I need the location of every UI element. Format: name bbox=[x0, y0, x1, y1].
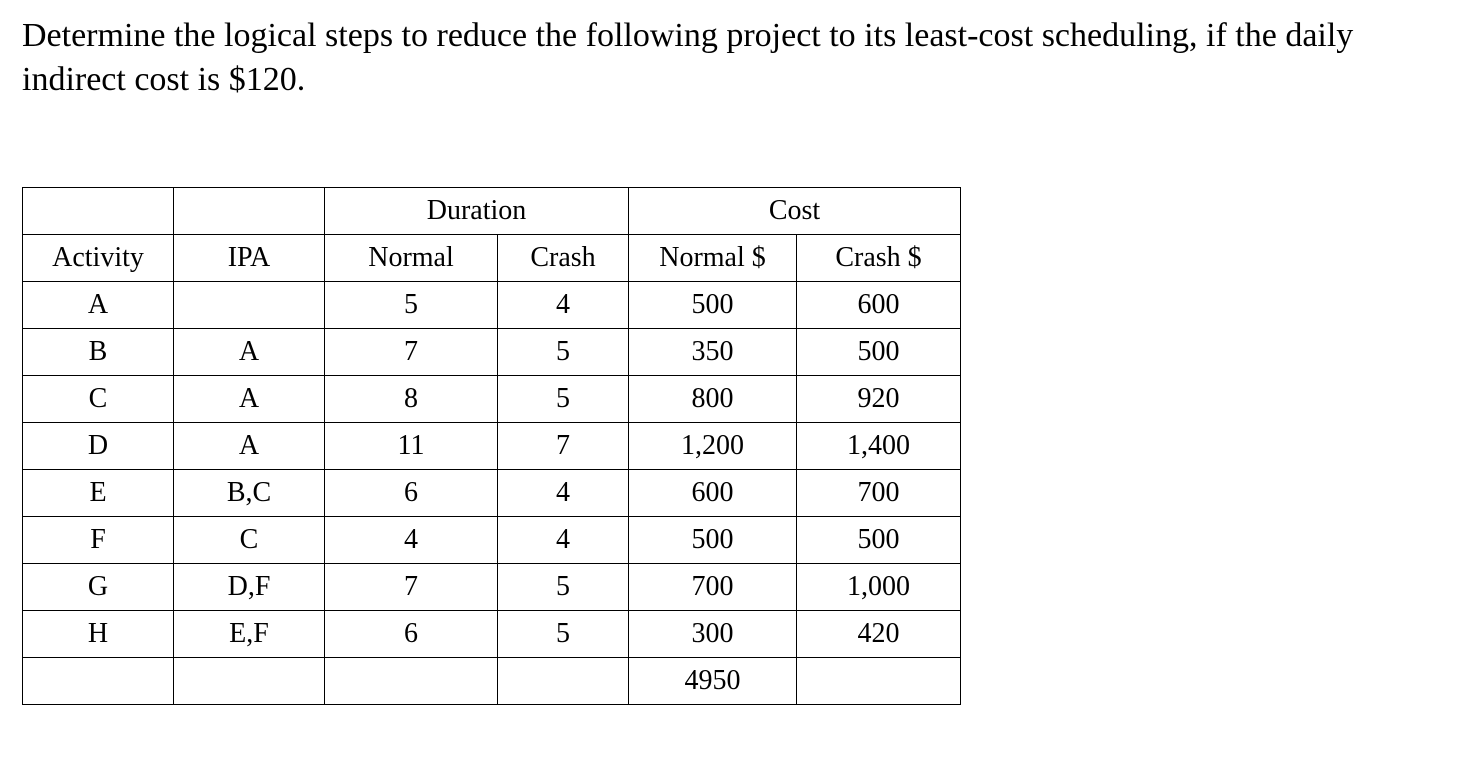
empty-cell bbox=[174, 658, 325, 705]
crash-cost-cell: 420 bbox=[797, 611, 961, 658]
normal-cost-cell: 800 bbox=[629, 376, 797, 423]
table-row bbox=[23, 564, 961, 611]
ipa-cell: E,F bbox=[174, 611, 325, 658]
normal-duration-cell: 4 bbox=[325, 517, 498, 564]
question-text: Determine the logical steps to reduce the following project to its least-cost scheduling, if the daily indirect cost is $120. bbox=[22, 17, 1354, 98]
project-table bbox=[22, 187, 961, 705]
total-row bbox=[23, 658, 961, 705]
normal-duration-cell: 6 bbox=[325, 470, 498, 517]
table-row bbox=[23, 376, 961, 423]
activity-cell: E bbox=[23, 470, 174, 517]
ipa-cell: D,F bbox=[174, 564, 325, 611]
ipa-cell: B,C bbox=[174, 470, 325, 517]
normal-duration-cell: 7 bbox=[325, 329, 498, 376]
activity-cell: G bbox=[23, 564, 174, 611]
crash-cost-cell: 920 bbox=[797, 376, 961, 423]
group-header-row bbox=[23, 188, 961, 235]
cost-group-header: Cost bbox=[629, 188, 961, 235]
crash-duration-cell: 5 bbox=[498, 611, 629, 658]
normal-cost-cell: 350 bbox=[629, 329, 797, 376]
normal-cost-cell: 500 bbox=[629, 282, 797, 329]
crash-duration-cell: 5 bbox=[498, 329, 629, 376]
activity-column-header: Activity bbox=[23, 235, 174, 282]
empty-cell bbox=[23, 658, 174, 705]
normal-cost-cell: 700 bbox=[629, 564, 797, 611]
table-row bbox=[23, 423, 961, 470]
column-header-row bbox=[23, 235, 961, 282]
ipa-cell: A bbox=[174, 329, 325, 376]
activity-cell: H bbox=[23, 611, 174, 658]
table-row bbox=[23, 517, 961, 564]
empty-cell bbox=[174, 188, 325, 235]
activity-cell: C bbox=[23, 376, 174, 423]
empty-cell bbox=[23, 188, 174, 235]
ipa-cell: C bbox=[174, 517, 325, 564]
crash-duration-cell: 5 bbox=[498, 376, 629, 423]
table-row bbox=[23, 282, 961, 329]
normal-duration-column-header: Normal bbox=[325, 235, 498, 282]
crash-duration-cell: 4 bbox=[498, 470, 629, 517]
activity-cell: A bbox=[23, 282, 174, 329]
ipa-cell: A bbox=[174, 376, 325, 423]
total-normal-cost-cell: 4950 bbox=[629, 658, 797, 705]
table-row bbox=[23, 329, 961, 376]
crash-cost-cell: 500 bbox=[797, 329, 961, 376]
ipa-cell bbox=[174, 282, 325, 329]
normal-duration-cell: 6 bbox=[325, 611, 498, 658]
normal-duration-cell: 11 bbox=[325, 423, 498, 470]
crash-cost-cell: 700 bbox=[797, 470, 961, 517]
activity-cell: B bbox=[23, 329, 174, 376]
ipa-cell: A bbox=[174, 423, 325, 470]
crash-duration-cell: 7 bbox=[498, 423, 629, 470]
normal-duration-cell: 5 bbox=[325, 282, 498, 329]
crash-cost-cell: 1,400 bbox=[797, 423, 961, 470]
normal-cost-cell: 300 bbox=[629, 611, 797, 658]
activity-cell: D bbox=[23, 423, 174, 470]
empty-cell bbox=[498, 658, 629, 705]
crash-duration-cell: 4 bbox=[498, 517, 629, 564]
table-row bbox=[23, 611, 961, 658]
normal-cost-cell: 600 bbox=[629, 470, 797, 517]
duration-group-header: Duration bbox=[325, 188, 629, 235]
normal-duration-cell: 7 bbox=[325, 564, 498, 611]
ipa-column-header: IPA bbox=[174, 235, 325, 282]
crash-cost-cell: 500 bbox=[797, 517, 961, 564]
normal-cost-cell: 500 bbox=[629, 517, 797, 564]
crash-cost-cell: 600 bbox=[797, 282, 961, 329]
empty-cell bbox=[325, 658, 498, 705]
normal-duration-cell: 8 bbox=[325, 376, 498, 423]
crash-cost-column-header: Crash $ bbox=[797, 235, 961, 282]
crash-cost-cell: 1,000 bbox=[797, 564, 961, 611]
empty-cell bbox=[797, 658, 961, 705]
activity-cell: F bbox=[23, 517, 174, 564]
crash-duration-cell: 4 bbox=[498, 282, 629, 329]
normal-cost-cell: 1,200 bbox=[629, 423, 797, 470]
normal-cost-column-header: Normal $ bbox=[629, 235, 797, 282]
crash-duration-cell: 5 bbox=[498, 564, 629, 611]
table-row bbox=[23, 470, 961, 517]
crash-duration-column-header: Crash bbox=[498, 235, 629, 282]
